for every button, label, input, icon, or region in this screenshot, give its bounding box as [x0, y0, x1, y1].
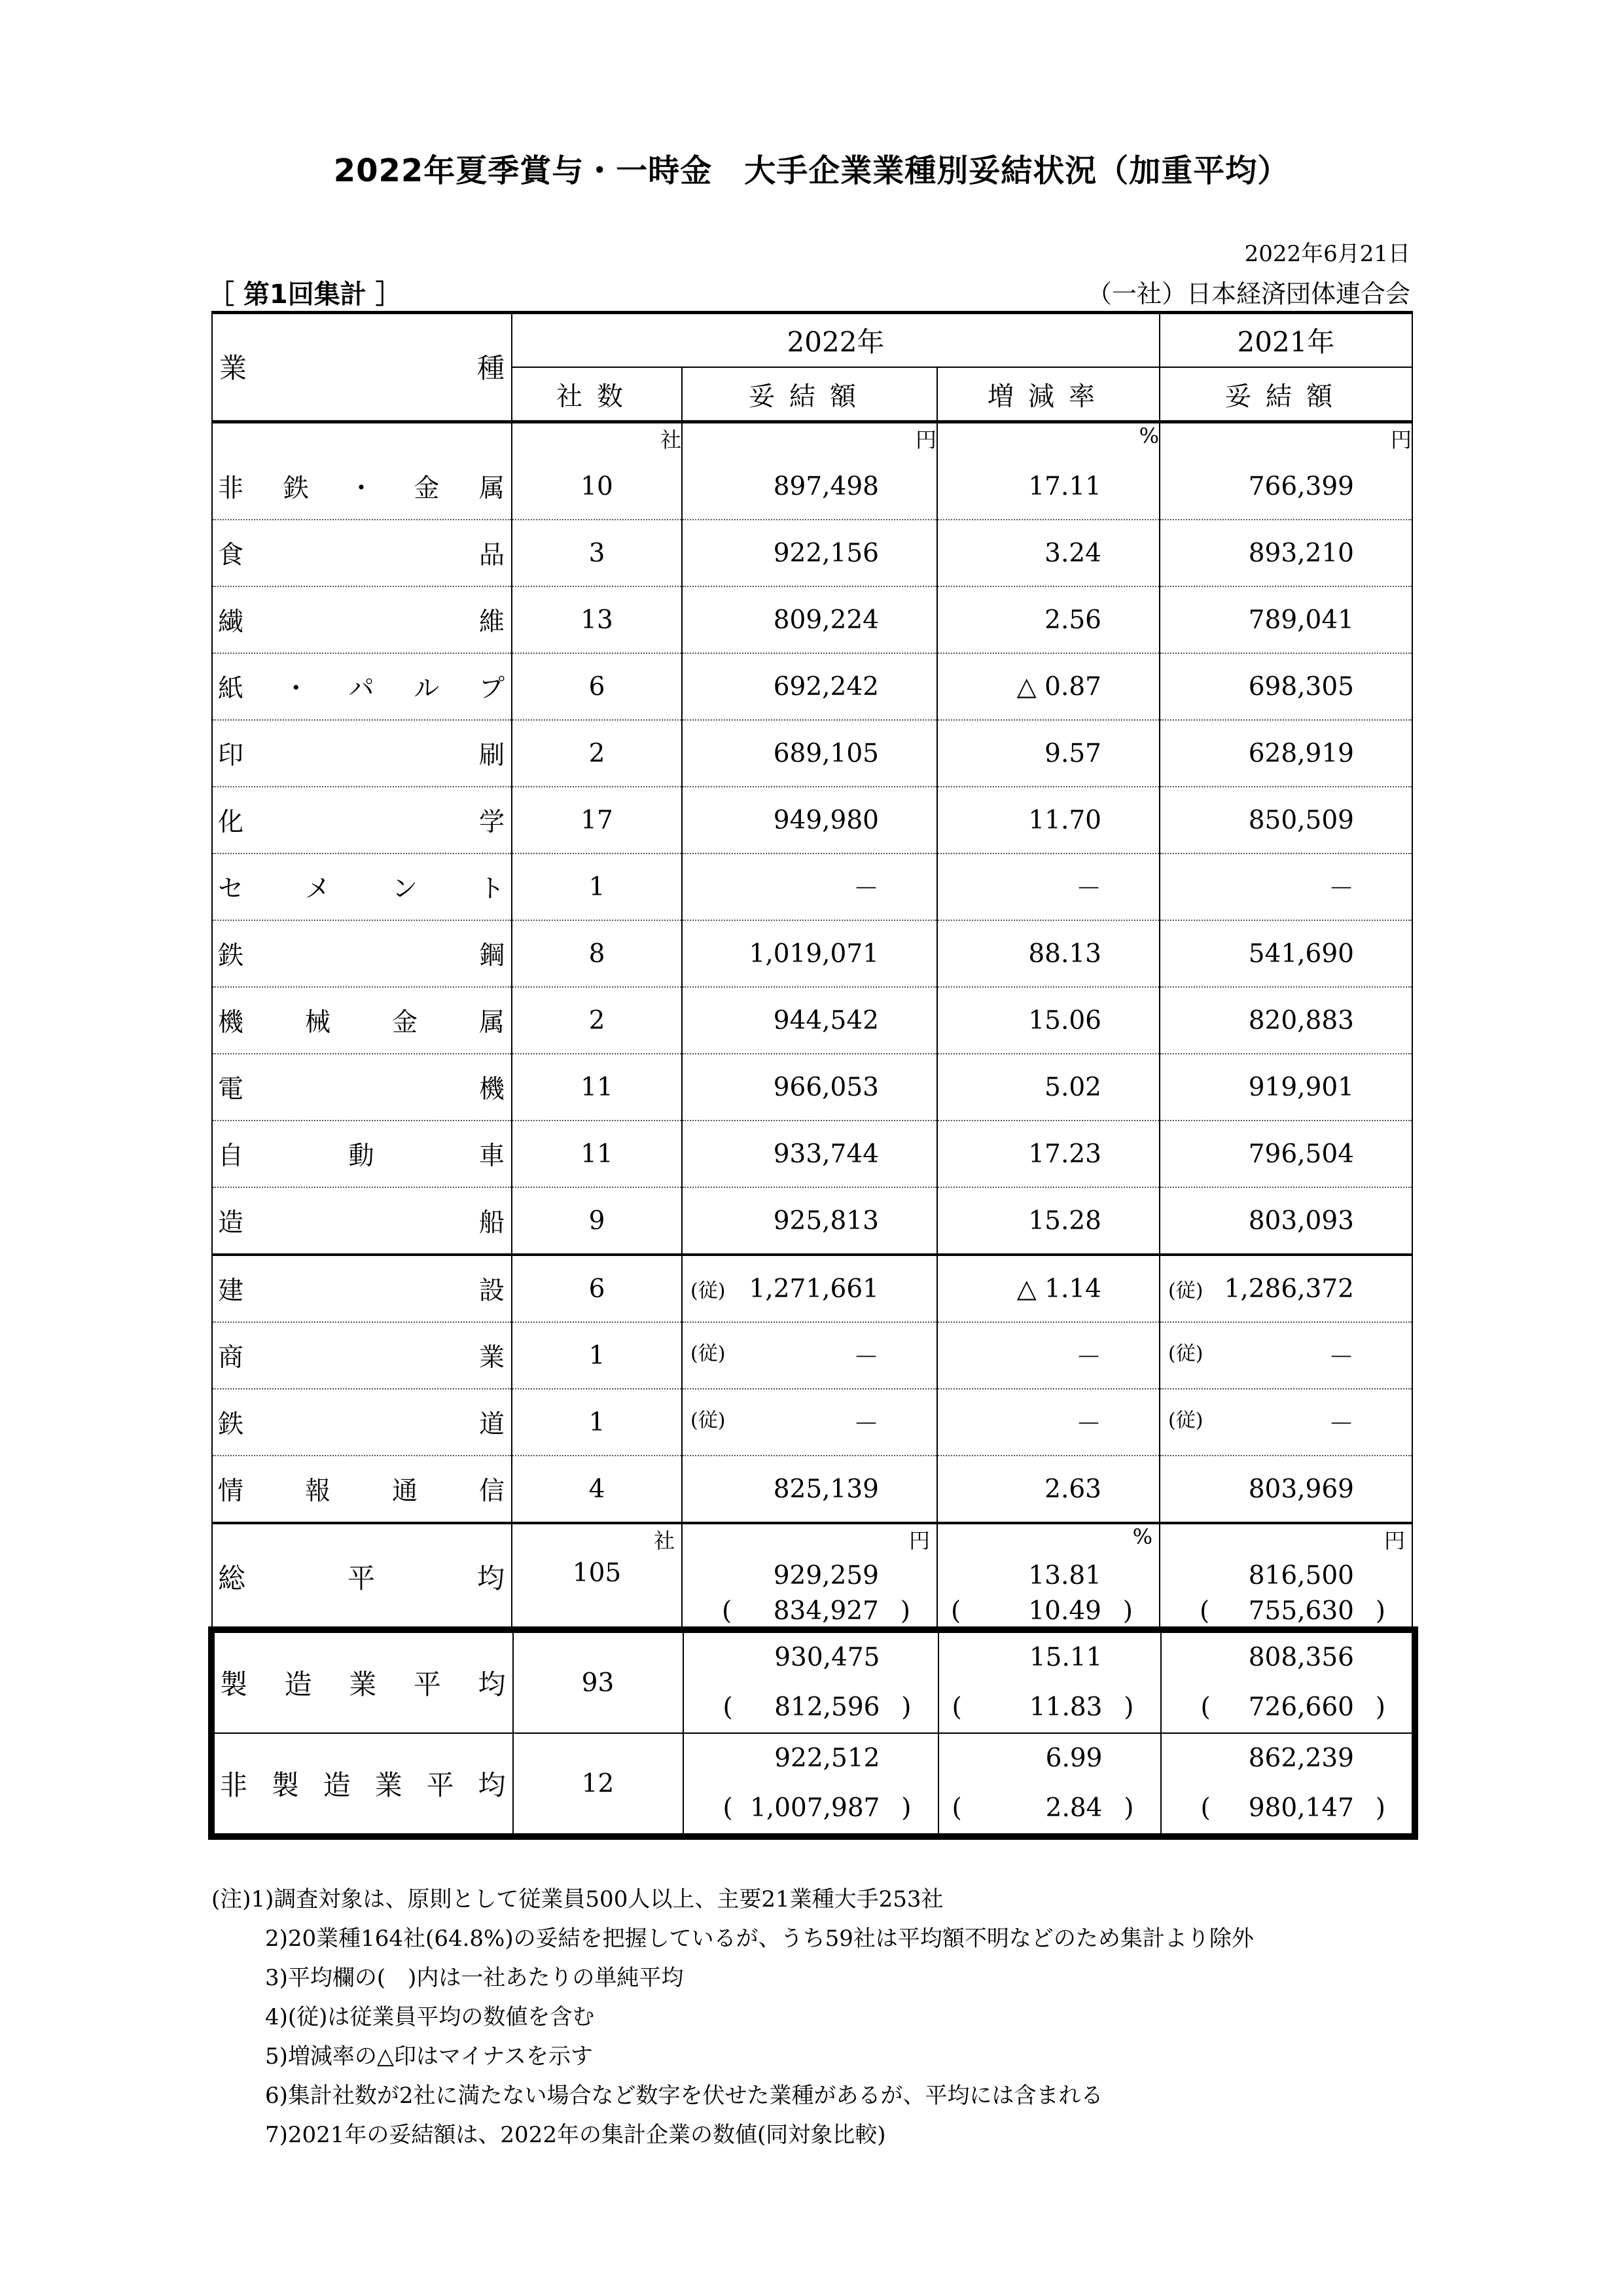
prev-settlement-amount: 789,041 [1160, 586, 1412, 653]
year-current-header: 2022年 [512, 313, 1160, 368]
change-rate: 17.11 [937, 454, 1160, 520]
total-count-value: 105 [572, 1558, 622, 1588]
prev-settlement-amount: 919,901 [1160, 1054, 1412, 1121]
company-count: 12 [513, 1733, 683, 1835]
total-prev-value: 816,500 [1248, 1561, 1354, 1590]
industry-name: 機械金属 [212, 987, 512, 1054]
settlement-amount: 925,813 [682, 1187, 937, 1255]
table-row [212, 454, 1412, 520]
note-line: 5)増減率の△印はマイナスを示す [265, 2043, 594, 2070]
industry-name: 電機 [212, 1054, 512, 1121]
total-count [512, 1523, 682, 1631]
company-count: 11 [512, 1121, 682, 1187]
industry-name: 商業 [212, 1322, 512, 1389]
company-count: 6 [512, 1255, 682, 1322]
amount-value: 825,139 [773, 1474, 879, 1504]
avg-prev-simple: 980,147 [1248, 1793, 1354, 1823]
total-label: 総平均 [212, 1523, 512, 1631]
prev-amount-value: 1,286,372 [1224, 1274, 1354, 1304]
rate-unit: % [937, 422, 1160, 454]
table-row [212, 1322, 1412, 1389]
prev-settlement-amount: 803,093 [1160, 1187, 1412, 1255]
page-title: 2022年夏季賞与・一時金 大手企業業種別妥結状況（加重平均） [333, 152, 1290, 189]
avg-amount: 922,512 ( 1,007,987 ) [683, 1733, 938, 1835]
prev-amount-value: － [1328, 1343, 1354, 1372]
table-row [212, 653, 1412, 720]
industry-name: 鉄鋼 [212, 920, 512, 987]
avg-prev-value: 862,239 [1248, 1744, 1354, 1773]
change-rate: 2.56 [937, 586, 1160, 653]
note-line: 3)平均欄の( )内は一社あたりの単純平均 [265, 1965, 684, 1991]
settlement-amount: － [682, 853, 937, 920]
sector-name: 非製造業平均 [213, 1733, 513, 1835]
notes [211, 1880, 1254, 2155]
settlement-amount: 944,542 [682, 987, 937, 1054]
avg-prev: 862,239 ( 980,147 ) [1161, 1733, 1414, 1835]
table-row [212, 1255, 1412, 1322]
prev-settlement-amount: 850,509 [1160, 787, 1412, 853]
organization: （一社）日本経済団体連合会 [1086, 279, 1410, 308]
total-rate-value: 13.81 [1028, 1561, 1101, 1590]
industry-name: セメント [212, 853, 512, 920]
avg-rate: 6.99 ( 2.84 ) [938, 1733, 1161, 1835]
company-count: 17 [512, 787, 682, 853]
company-count: 2 [512, 987, 682, 1054]
change-rate: 11.70 [937, 787, 1160, 853]
note-line: 6)集計社数が2社に満たない場合など数字を伏せた業種があるが、平均には含まれる [265, 2083, 1103, 2109]
change-rate: 88.13 [937, 920, 1160, 987]
table-row [212, 520, 1412, 586]
avg-rate-simple: 2.84 [1045, 1793, 1103, 1823]
company-count: 9 [512, 1187, 682, 1255]
table-row [212, 1121, 1412, 1187]
avg-amount-simple: 812,596 [774, 1693, 880, 1722]
employee-avg-mark: (従) [1168, 1342, 1204, 1365]
settlement-amount [682, 1389, 937, 1456]
company-count: 2 [512, 720, 682, 787]
total-prev-unit: 円 [1383, 1528, 1405, 1553]
total-count-unit: 社 [653, 1528, 675, 1553]
section-label: ［ 第1回集計 ］ [208, 279, 402, 310]
prev-settlement-amount: 541,690 [1160, 920, 1412, 987]
amount-header: 妥結額 [682, 367, 937, 422]
prev-settlement-amount: 766,399 [1160, 454, 1412, 520]
total-average-row [212, 1523, 1412, 1631]
prev-settlement-amount: 893,210 [1160, 520, 1412, 586]
change-rate: 3.24 [937, 520, 1160, 586]
company-count: 93 [513, 1632, 683, 1734]
prev-amount-value: － [1328, 1410, 1354, 1439]
company-count: 8 [512, 920, 682, 987]
table-row [212, 987, 1412, 1054]
results-table [211, 311, 1413, 1632]
industry-rows-nonmfg [212, 1255, 1412, 1523]
company-count: 3 [512, 520, 682, 586]
table-row [212, 1456, 1412, 1523]
year-previous-header: 2021年 [1160, 313, 1412, 368]
industry-name: 鉄道 [212, 1389, 512, 1456]
employee-avg-mark: (従) [1168, 1279, 1204, 1302]
count-header: 社数 [512, 367, 682, 422]
prev-settlement-amount: 628,919 [1160, 720, 1412, 787]
avg-rate-value: 6.99 [1045, 1744, 1103, 1773]
change-rate: 9.57 [937, 720, 1160, 787]
avg-prev-value: 808,356 [1248, 1643, 1354, 1672]
prev-unit: 円 [1160, 422, 1412, 454]
count-unit: 社 [512, 422, 682, 454]
change-rate: 15.28 [937, 1187, 1160, 1255]
note-line: (注)1)調査対象は、原則として従業員500人以上、主要21業種大手253社 [211, 1886, 944, 1912]
amount-unit: 円 [682, 422, 937, 454]
industry-name: 印刷 [212, 720, 512, 787]
rate-header: 増減率 [937, 367, 1160, 422]
employee-avg-mark: (従) [1168, 1409, 1204, 1432]
total-rate: % 13.81 ( 10.49 ) [937, 1523, 1160, 1631]
amount-value: － [853, 1410, 879, 1439]
change-rate: － [937, 1389, 1160, 1456]
change-rate: － [937, 1322, 1160, 1389]
units-row [212, 422, 1412, 454]
change-rate: 5.02 [937, 1054, 1160, 1121]
settlement-amount: 933,744 [682, 1121, 937, 1187]
company-count: 4 [512, 1456, 682, 1523]
industry-name: 食品 [212, 520, 512, 586]
settlement-amount: 689,105 [682, 720, 937, 787]
company-count: 11 [512, 1054, 682, 1121]
header-row-years [212, 313, 1412, 368]
industry-name: 化学 [212, 787, 512, 853]
industry-header [212, 313, 512, 422]
avg-amount-value: 930,475 [774, 1643, 880, 1672]
avg-amount: 930,475 ( 812,596 ) [683, 1632, 938, 1734]
settlement-amount: 809,224 [682, 586, 937, 653]
sector-averages-table [211, 1630, 1415, 1837]
settlement-amount: 1,019,071 [682, 920, 937, 987]
note-line: 7)2021年の妥結額は、2022年の集計企業の数値(同対象比較) [265, 2122, 886, 2148]
note-line: 2)20業種164社(64.8%)の妥結を把握しているが、うち59社は平均額不明などのため集計より除外 [265, 1926, 1254, 1952]
avg-amount-value: 922,512 [774, 1744, 880, 1773]
settlement-amount [682, 1322, 937, 1389]
total-rate-simple: 10.49 [1028, 1596, 1101, 1626]
table-row [212, 853, 1412, 920]
employee-avg-mark: (従) [690, 1409, 726, 1432]
settlement-amount [682, 1456, 937, 1523]
table-row [212, 586, 1412, 653]
avg-rate-value: 15.11 [1029, 1643, 1103, 1672]
change-rate: 17.23 [937, 1121, 1160, 1187]
company-count: 10 [512, 454, 682, 520]
industry-rows [212, 422, 1412, 1255]
avg-amount-simple: 1,007,987 [750, 1793, 880, 1823]
change-rate: 2.63 [937, 1456, 1160, 1523]
amount-value: － [853, 1343, 879, 1372]
prev-settlement-amount [1160, 1389, 1412, 1456]
total-prev-simple: 755,630 [1248, 1596, 1354, 1626]
settlement-amount: 966,053 [682, 1054, 937, 1121]
employee-avg-mark: (従) [690, 1342, 726, 1365]
change-rate: 15.06 [937, 987, 1160, 1054]
sector-average-row [213, 1632, 1414, 1734]
company-count: 1 [512, 853, 682, 920]
prev-settlement-amount: 820,883 [1160, 987, 1412, 1054]
change-rate: △ 1.14 [937, 1255, 1160, 1322]
company-count: 6 [512, 653, 682, 720]
prev-settlement-amount [1160, 1456, 1412, 1523]
avg-prev-simple: 726,660 [1248, 1693, 1354, 1722]
industry-name: 紙・パルプ [212, 653, 512, 720]
prev-settlement-amount [1160, 1255, 1412, 1322]
sector-name: 製造業平均 [213, 1632, 513, 1734]
industry-header-left: 業 [219, 352, 247, 384]
table-row [212, 1054, 1412, 1121]
industry-header-right: 種 [476, 352, 505, 384]
prev-amount-value: 803,969 [1248, 1474, 1354, 1504]
table-row [212, 787, 1412, 853]
total-amount-value: 929,259 [773, 1561, 879, 1590]
table-row [212, 720, 1412, 787]
sector-average-row [213, 1733, 1414, 1835]
total-amount: 円 929,259 ( 834,927 ) [682, 1523, 937, 1631]
avg-rate: 15.11 ( 11.83 ) [938, 1632, 1161, 1734]
total-rate-unit: % [1132, 1524, 1152, 1549]
prev-settlement-amount: 698,305 [1160, 653, 1412, 720]
industry-name: 造船 [212, 1187, 512, 1255]
prev-settlement-amount: 796,504 [1160, 1121, 1412, 1187]
settlement-amount: 692,242 [682, 653, 937, 720]
settlement-amount: 922,156 [682, 520, 937, 586]
total-amount-unit: 円 [908, 1528, 930, 1553]
company-count: 1 [512, 1389, 682, 1456]
industry-name: 建設 [212, 1255, 512, 1322]
note-line: 4)(従)は従業員平均の数値を含む [265, 2004, 595, 2030]
amount-value: 1,271,661 [749, 1274, 879, 1304]
avg-prev: 808,356 ( 726,660 ) [1161, 1632, 1414, 1734]
change-rate: △ 0.87 [937, 653, 1160, 720]
settlement-amount: 949,980 [682, 787, 937, 853]
company-count: 13 [512, 586, 682, 653]
prev-amount-header: 妥結額 [1160, 367, 1412, 422]
total-amount-simple: 834,927 [773, 1596, 879, 1626]
settlement-amount [682, 1255, 937, 1322]
table-row [212, 1389, 1412, 1456]
employee-avg-mark: (従) [690, 1279, 726, 1302]
change-rate: － [937, 853, 1160, 920]
avg-rate-simple: 11.83 [1029, 1693, 1103, 1722]
industry-name: 自動車 [212, 1121, 512, 1187]
company-count: 1 [512, 1322, 682, 1389]
prev-settlement-amount: － [1160, 853, 1412, 920]
table-row [212, 920, 1412, 987]
publish-date: 2022年6月21日 [1244, 241, 1410, 267]
settlement-amount: 897,498 [682, 454, 937, 520]
table-row [212, 1187, 1412, 1255]
industry-name: 繊維 [212, 586, 512, 653]
prev-settlement-amount [1160, 1322, 1412, 1389]
total-prev: 円 816,500 ( 755,630 ) [1160, 1523, 1412, 1631]
units-blank [212, 422, 512, 454]
industry-name: 非鉄・金属 [212, 454, 512, 520]
industry-name: 情報通信 [212, 1456, 512, 1523]
